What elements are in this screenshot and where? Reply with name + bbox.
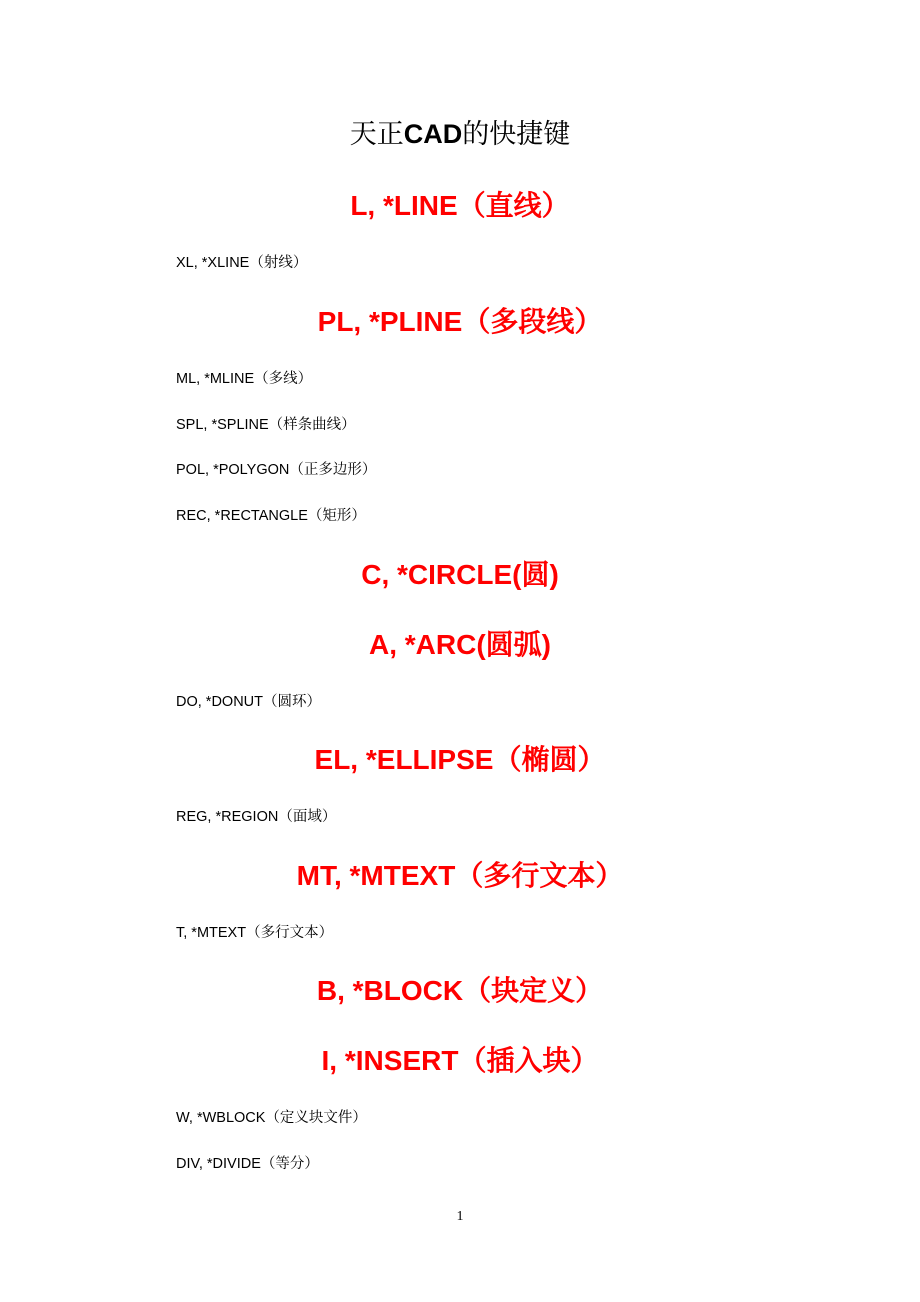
shortcut-heading-arc: A, *ARC(圆弧) — [369, 629, 551, 660]
shortcut-t-mtext: T, *MTEXT（多行文本） — [176, 925, 334, 941]
document-title — [0, 118, 920, 150]
shortcut-spline: SPL, *SPLINE（样条曲线） — [176, 417, 356, 433]
shortcut-heading-ellipse: EL, *ELLIPSE（椭圆） — [314, 744, 606, 775]
page-number: 1 — [456, 1209, 464, 1224]
shortcut-mline: ML, *MLINE（多线） — [176, 371, 313, 387]
shortcut-heading-insert: I, *INSERT（插入块） — [321, 1045, 599, 1076]
shortcut-heading-mtext: MT, *MTEXT（多行文本） — [296, 860, 624, 891]
shortcut-heading-block: B, *BLOCK（块定义） — [316, 975, 604, 1006]
title-prefix: 天正 — [349, 119, 404, 149]
shortcut-xline: XL, *XLINE（射线） — [176, 255, 308, 271]
shortcut-rectangle: REC, *RECTANGLE（矩形） — [176, 508, 366, 524]
shortcut-heading-line: L, *LINE（直线） — [350, 190, 570, 221]
shortcut-region: REG, *REGION（面域） — [176, 809, 337, 825]
shortcut-divide: DIV, *DIVIDE（等分） — [176, 1156, 319, 1172]
shortcut-heading-pline: PL, *PLINE（多段线） — [317, 306, 603, 337]
shortcut-polygon: POL, *POLYGON（正多边形） — [176, 462, 377, 478]
shortcut-wblock: W, *WBLOCK（定义块文件） — [176, 1110, 367, 1126]
shortcut-donut: DO, *DONUT（圆环） — [176, 694, 321, 710]
title-brand: CAD — [403, 119, 463, 149]
shortcut-heading-circle: C, *CIRCLE(圆) — [361, 559, 559, 590]
title-suffix: 的快捷键 — [462, 119, 571, 149]
